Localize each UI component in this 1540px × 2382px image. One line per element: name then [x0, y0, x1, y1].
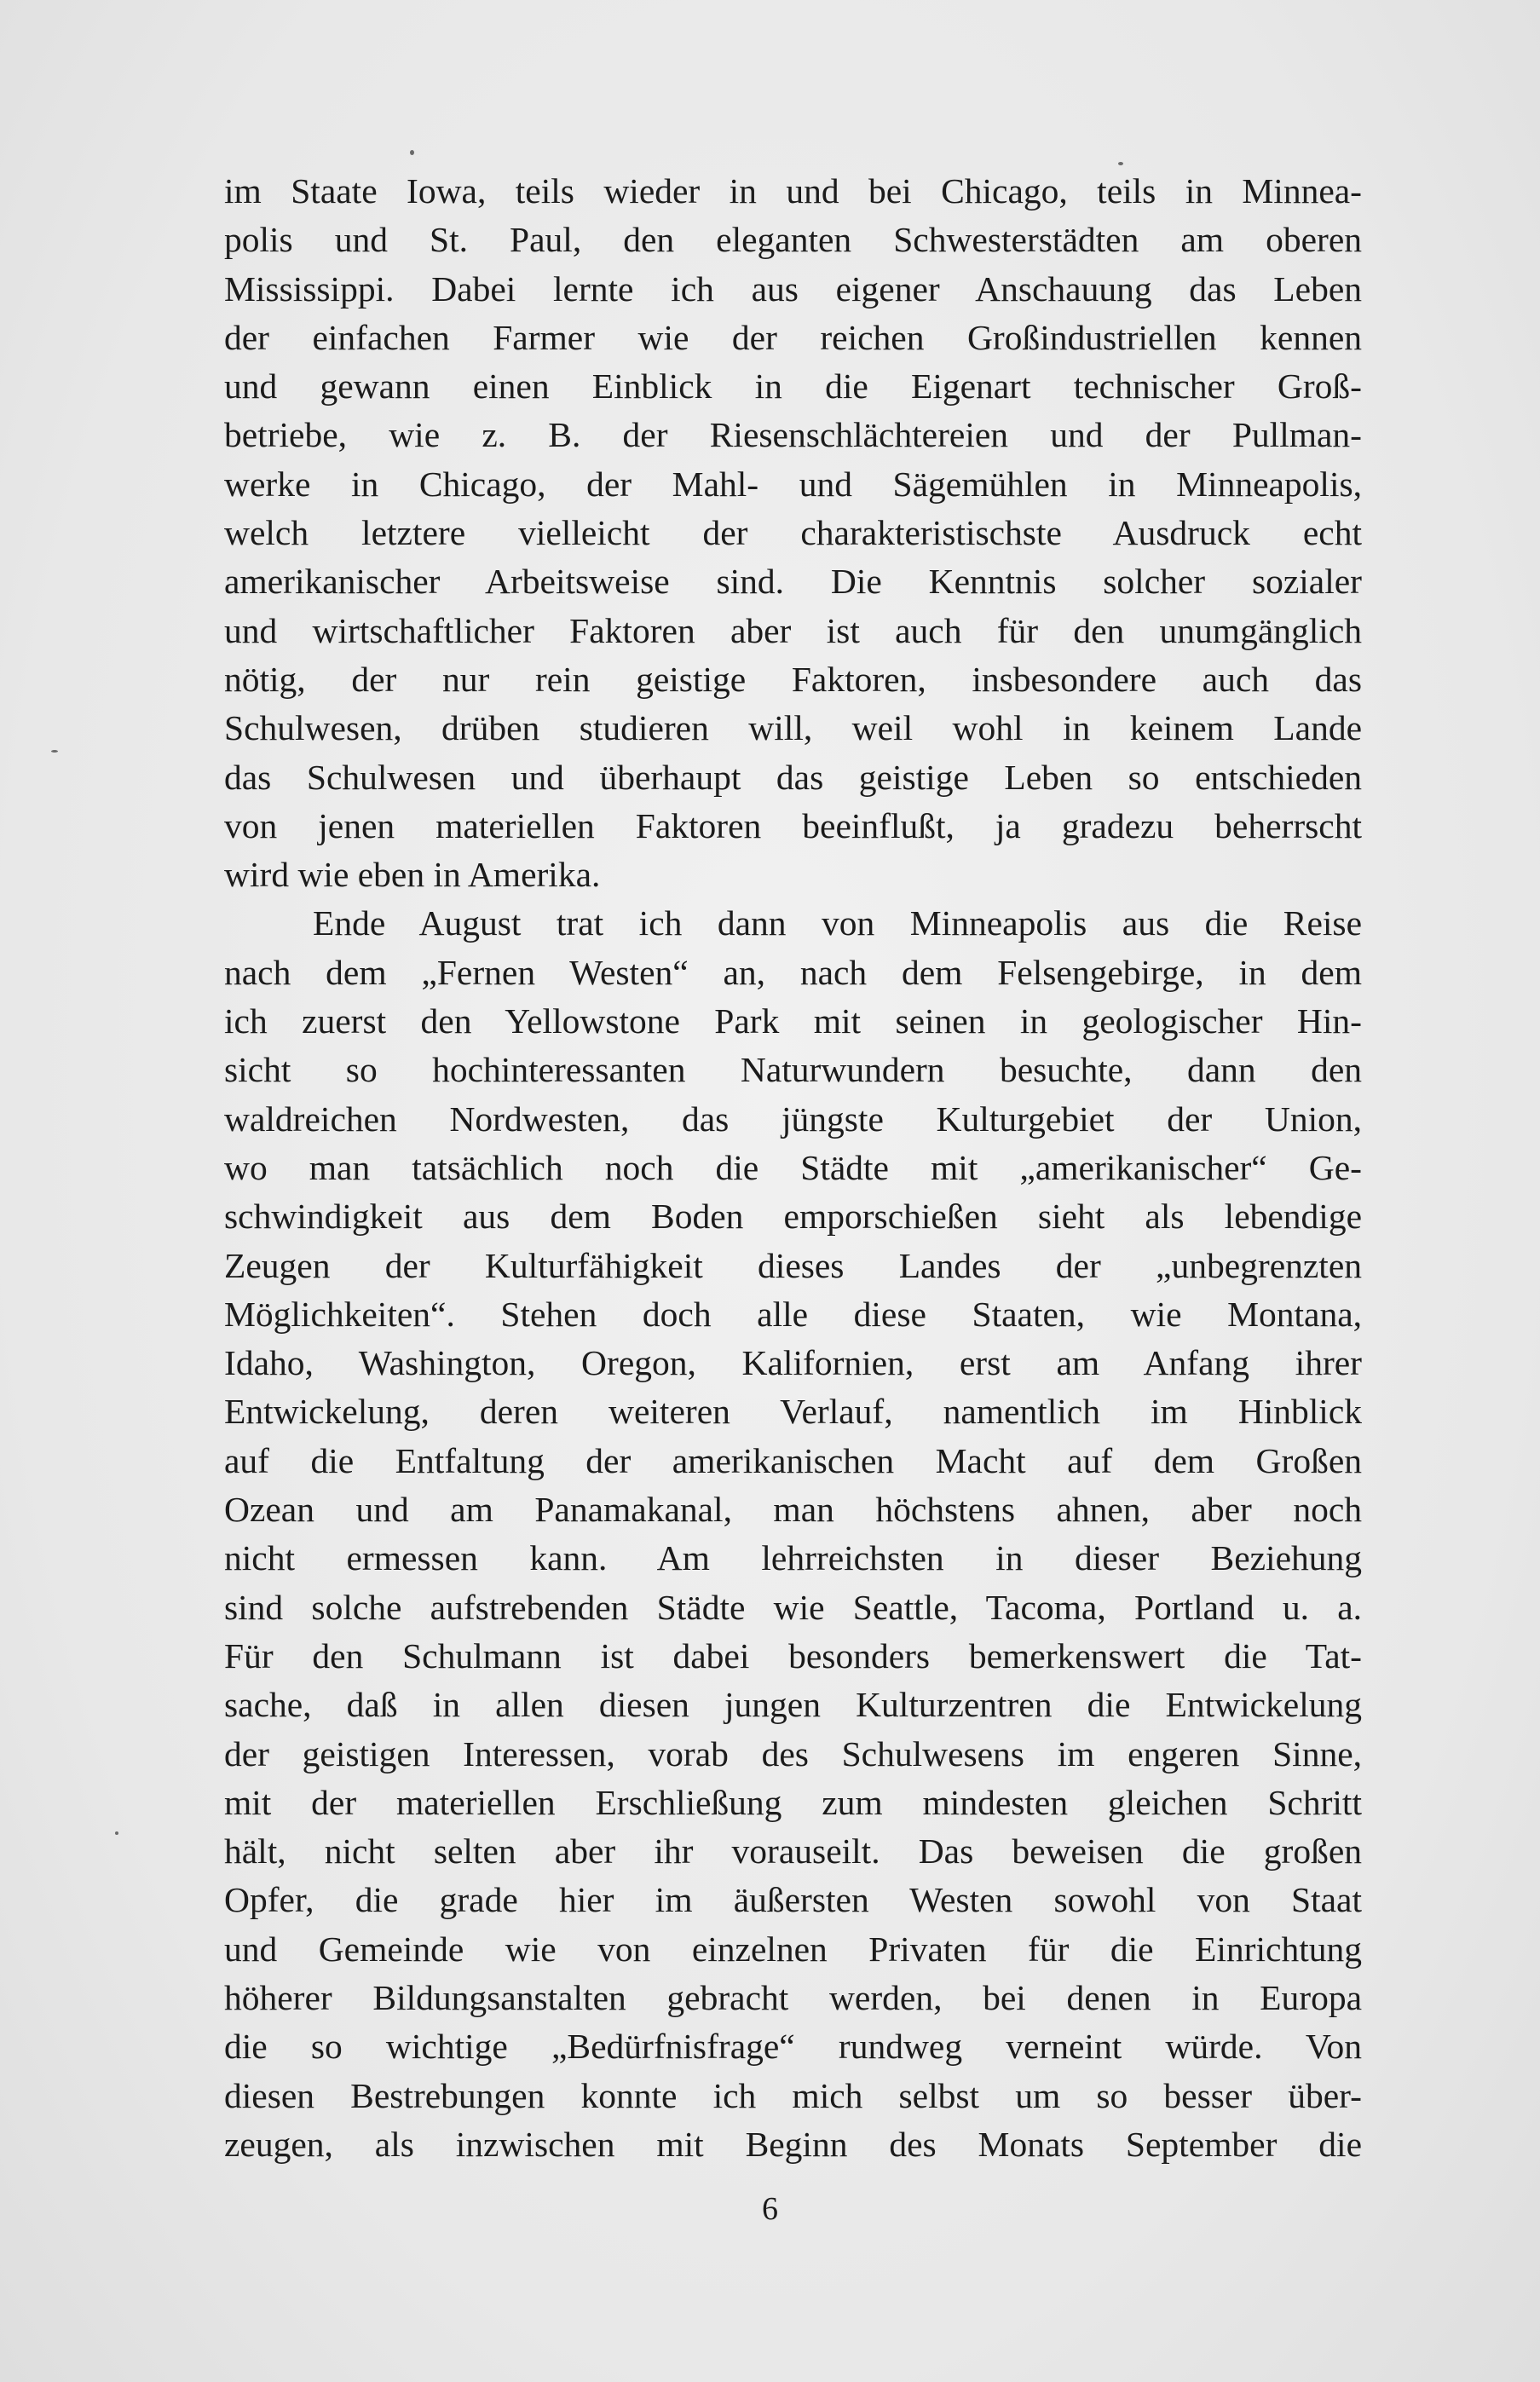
text-line: der einfachen Farmer wie der reichen Großindustriellen kennen [224, 317, 1362, 357]
page-number: 6 [762, 2191, 778, 2227]
text-line: im Staate Iowa, teils wieder in und bei Chicago, teils in Minnea- [224, 171, 1362, 211]
text-line: Ozean und am Panamakanal, man höchstens ahnen, aber noch [224, 1490, 1362, 1530]
text-line: welch letztere vielleicht der charakteristischste Ausdruck echt [224, 513, 1362, 553]
text-line: Mississippi. Dabei lernte ich aus eigener Anschauung das Leben [224, 268, 1362, 309]
text-line: hält, nicht selten aber ihr vorauseilt. Das beweisen die großen [224, 1831, 1362, 1872]
text-line: Für den Schulmann ist dabei besonders bemerkenswert die Tat- [224, 1635, 1362, 1675]
text-line: sind solche aufstrebenden Städte wie Seattle, Tacoma, Portland u. a. [224, 1587, 1362, 1627]
text-line: nötig, der nur rein geistige Faktoren, insbesondere auch das [224, 659, 1362, 699]
text-line: höherer Bildungsanstalten gebracht werden, bei denen in Europa [224, 1977, 1362, 2017]
text-line: Zeugen der Kulturfähigkeit dieses Landes der „unbegrenzten [224, 1245, 1362, 1285]
paper-speck [115, 1831, 118, 1835]
text-line: Schulwesen, drüben studieren will, weil wohl in keinem Lande [224, 708, 1362, 748]
paragraph-start-line: Ende August trat ich dann von Minneapolis aus die Reise [313, 903, 1362, 943]
body-text [224, 167, 1362, 2169]
text-line: der geistigen Interessen, vorab des Schulwesens im engeren Sinne, [224, 1733, 1362, 1774]
text-line: waldreichen Nordwesten, das jüngste Kulturgebiet der Union, [224, 1099, 1362, 1139]
text-line: werke in Chicago, der Mahl- und Sägemühlen in Minneapolis, [224, 464, 1362, 504]
text-line: Opfer, die grade hier im äußersten Westen sowohl von Staat [224, 1880, 1362, 1920]
text-line: wo man tatsächlich noch die Städte mit „amerikanischer“ Ge- [224, 1147, 1362, 1187]
text-line: Idaho, Washington, Oregon, Kalifornien, erst am Anfang ihrer [224, 1343, 1362, 1383]
paper-speck [1118, 162, 1123, 165]
text-line: ich zuerst den Yellowstone Park mit seinen in geologischer Hin- [224, 1001, 1362, 1041]
text-line: sache, daß in allen diesen jungen Kulturzentren die Entwickelung [224, 1685, 1362, 1725]
text-line: und gewann einen Einblick in die Eigenart technischer Groß- [224, 366, 1362, 407]
text-line: und Gemeinde wie von einzelnen Privaten für die Einrichtung [224, 1929, 1362, 1969]
text-line: diesen Bestrebungen konnte ich mich selbst um so besser über- [224, 2075, 1362, 2115]
text-line: sicht so hochinteressanten Naturwundern besuchte, dann den [224, 1050, 1362, 1090]
paper-speck [410, 150, 414, 155]
paper-speck [51, 750, 58, 753]
text-line: nach dem „Fernen Westen“ an, nach dem Felsengebirge, in dem [224, 952, 1362, 992]
text-line: betriebe, wie z. B. der Riesenschlächtereien und der Pullman- [224, 415, 1362, 455]
text-line: schwindigkeit aus dem Boden emporschießen sieht als lebendige [224, 1197, 1362, 1237]
text-line: zeugen, als inzwischen mit Beginn des Monats September die [224, 2124, 1362, 2164]
text-line: die so wichtige „Bedürfnisfrage“ rundweg verneint würde. Von [224, 2027, 1362, 2067]
text-line: von jenen materiellen Faktoren beeinflußt, ja gradezu beherrscht [224, 805, 1362, 845]
text-line: Entwickelung, deren weiteren Verlauf, namentlich im Hinblick [224, 1392, 1362, 1432]
text-line: das Schulwesen und überhaupt das geistige Leben so entschieden [224, 757, 1362, 797]
text-line: nicht ermessen kann. Am lehrreichsten in dieser Beziehung [224, 1538, 1362, 1578]
text-line: Möglichkeiten“. Stehen doch alle diese Staaten, wie Montana, [224, 1294, 1362, 1334]
text-line: polis und St. Paul, den eleganten Schwesterstädten am oberen [224, 220, 1362, 260]
paragraph-end-line: wird wie eben in Amerika. [224, 855, 601, 895]
text-line: mit der materiellen Erschließung zum mindesten gleichen Schritt [224, 1782, 1362, 1822]
text-line: auf die Entfaltung der amerikanischen Macht auf dem Großen [224, 1440, 1362, 1480]
text-line: amerikanischer Arbeitsweise sind. Die Kenntnis solcher sozialer [224, 562, 1362, 602]
text-line: und wirtschaftlicher Faktoren aber ist auch für den unumgänglich [224, 610, 1362, 650]
